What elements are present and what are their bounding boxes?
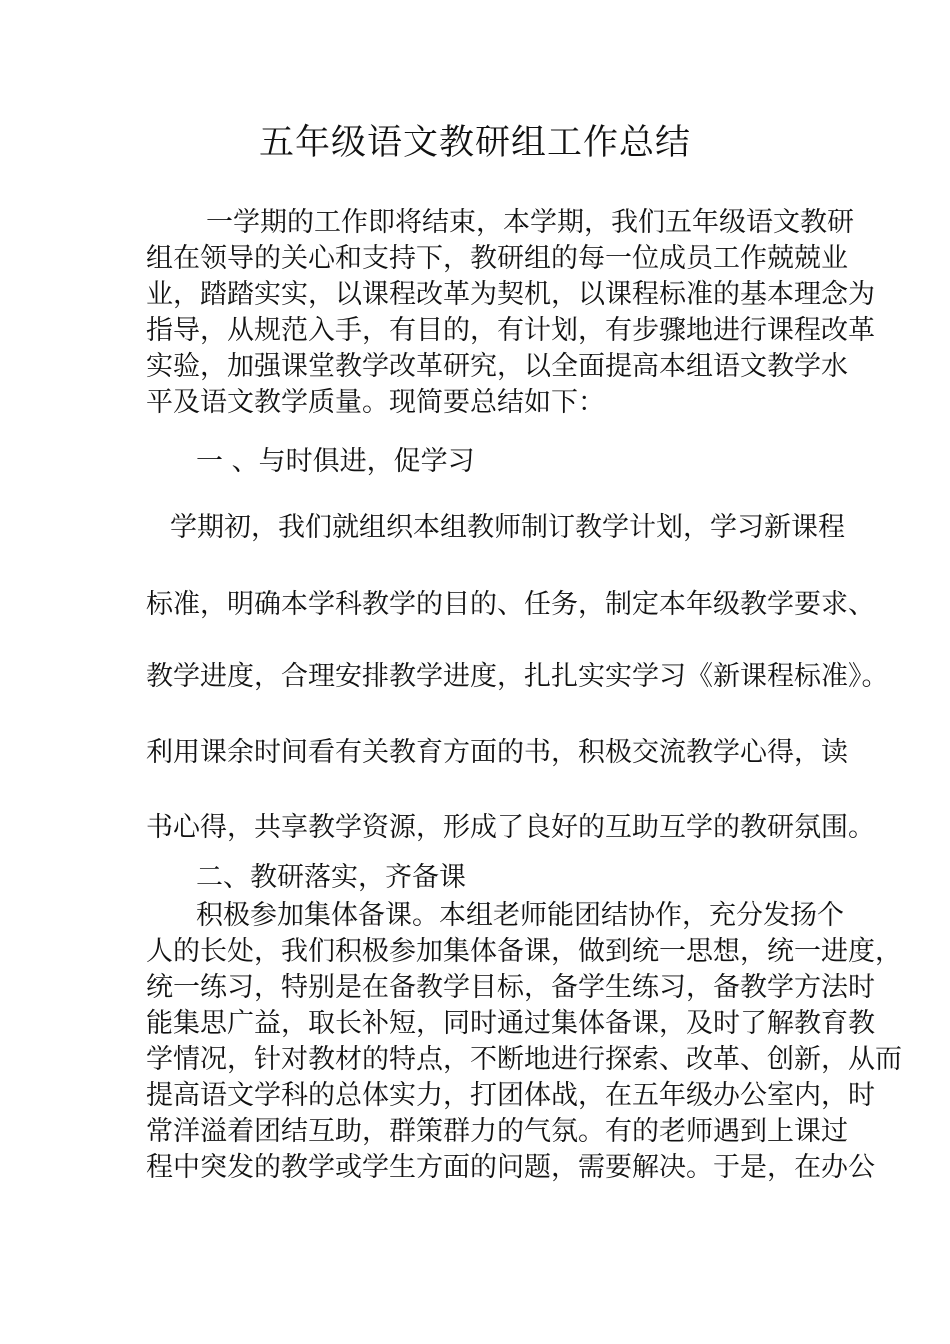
section2-line-6: 提高语文学科的总体实力，打团体战，在五年级办公室内，时 [146,1080,875,1111]
intro-line-2: 组在领导的关心和支持下，教研组的每一位成员工作兢兢业 [146,243,848,274]
intro-line-5: 实验，加强课堂教学改革研究，以全面提高本组语文教学水 [146,351,848,382]
section1-line-1: 学期初，我们就组织本组教师制订教学计划，学习新课程 [170,512,845,543]
section-heading-2: 二、教研落实，齐备课 [196,862,466,893]
section2-line-1: 积极参加集体备课。本组老师能团结协作，充分发扬个 [196,900,844,931]
document-title: 五年级语文教研组工作总结 [258,123,691,163]
section2-line-5: 学情况，针对教材的特点，不断地进行探索、改革、创新，从而 [146,1044,902,1075]
section2-line-7: 常洋溢着团结互助，群策群力的气氛。有的老师遇到上课过 [146,1116,848,1147]
intro-line-6: 平及语文教学质量。现简要总结如下： [146,387,605,418]
section2-line-3: 统一练习，特别是在备教学目标，备学生练习，备教学方法时 [146,972,875,1003]
section-heading-1: 一 、与时俱进，促学习 [196,446,475,477]
intro-line-3: 业，踏踏实实，以课程改革为契机，以课程标准的基本理念为 [146,279,875,310]
intro-line-1: 一学期的工作即将结束，本学期，我们五年级语文教研 [206,207,854,238]
section1-line-3: 教学进度，合理安排教学进度，扎扎实实学习《新课程标准》。 [146,661,889,692]
section1-line-5: 书心得，共享教学资源，形成了良好的互助互学的教研氛围。 [146,812,875,843]
section1-line-2: 标准，明确本学科教学的目的、任务，制定本年级教学要求、 [146,589,875,620]
section2-line-8: 程中突发的教学或学生方面的问题，需要解决。于是，在办公 [146,1152,875,1183]
section1-line-4: 利用课余时间看有关教育方面的书，积极交流教学心得，读 [146,737,848,768]
intro-line-4: 指导，从规范入手，有目的，有计划，有步骤地进行课程改革 [146,315,875,346]
section2-line-4: 能集思广益，取长补短，同时通过集体备课，及时了解教育教 [146,1008,875,1039]
section2-line-2: 人的长处，我们积极参加集体备课，做到统一思想，统一进度， [146,936,902,967]
